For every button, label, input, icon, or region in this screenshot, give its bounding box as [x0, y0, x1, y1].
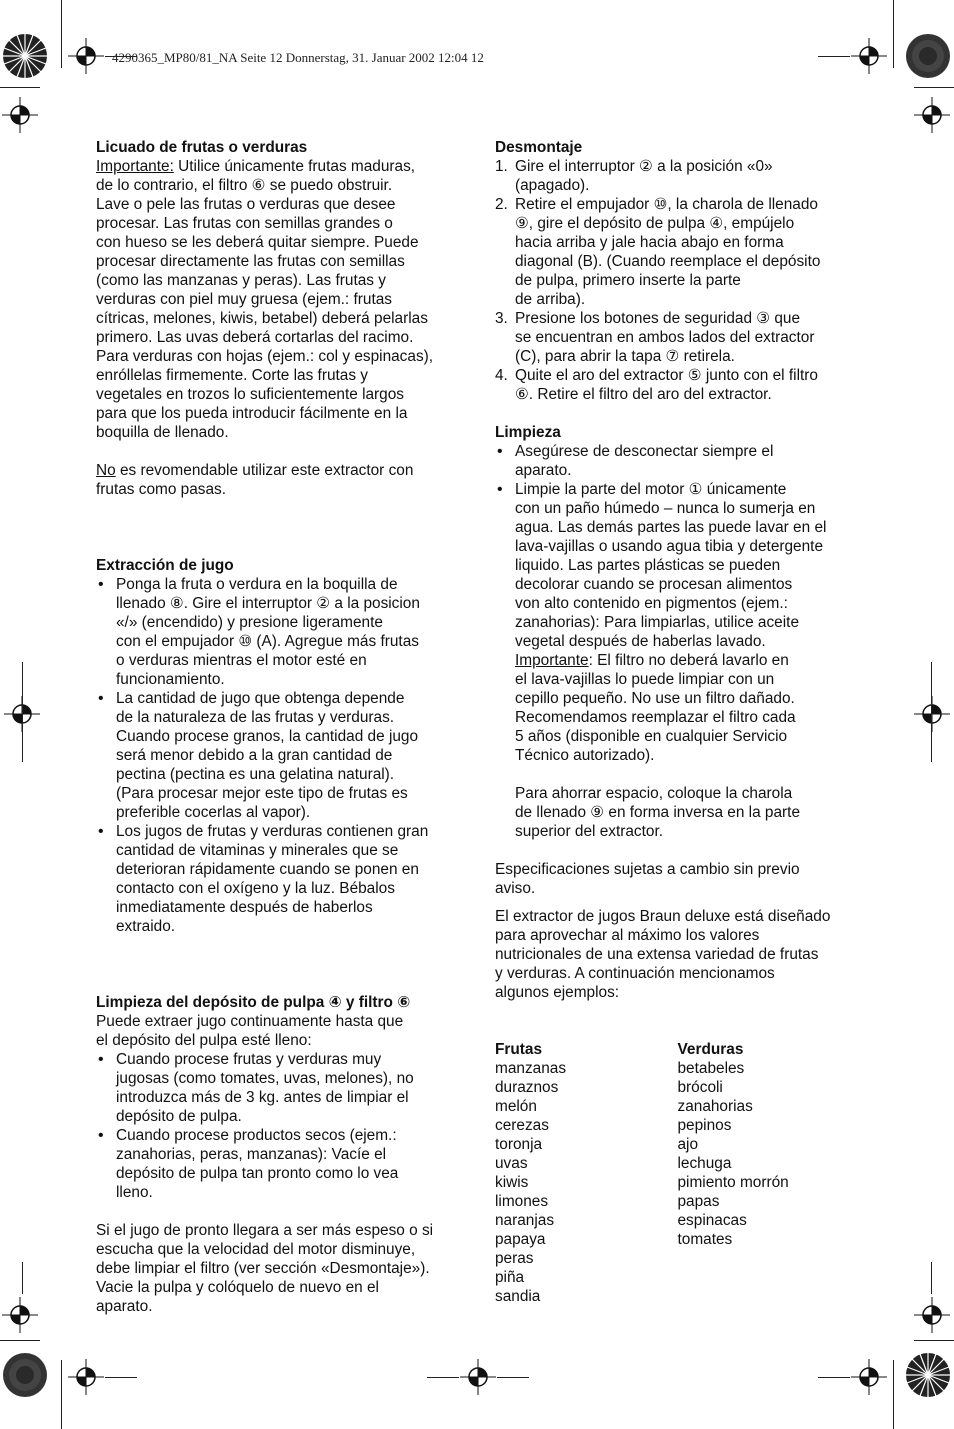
list-item: sandia [495, 1288, 541, 1305]
produce-lists [495, 1040, 860, 1306]
trim-line-bottom-left-short [105, 1377, 137, 1378]
section-title-pulp-filter-cleaning: Limpieza del depósito de pulpa ④ y filtro ⑥ [96, 994, 411, 1011]
crosshair-mark-left-upper [2, 97, 38, 133]
list-item: papas [677, 1193, 720, 1210]
trim-line-bottom-center-right [497, 1377, 529, 1378]
print-slug-line: 4290365_MP80/81_NA Seite 12 Donnerstag, 31. Januar 2002 12:04 12 [112, 50, 484, 65]
trim-line-top-left-vertical [61, 0, 62, 68]
fruit-blending-body: Importante: Utilice únicamente frutas maduras, de lo contrario, el filtro ⑥ se puedo obstruir. Lave o pele las frutas o verduras que desee procesar. Las frutas con semillas grandes o con hueso se les deberá quitar siempre. Puede procesar directamente las frutas con semillas (como las manzanas y peras). Las frutas y verduras con piel muy gruesa (ejem.: frutas cítricas, melones, kiwis, betabel) deberá pelarlas primero. Las uvas deberá cortarlas del racimo. Para verduras con hojas (ejem.: col y espinacas), enróllelas firmemente. Corte las frutas y vegetales en trozos lo suficientemente largos para que los pueda introducir fácilmente en la boquilla de llenado. [96, 158, 434, 441]
vegetables-list [678, 1040, 861, 1306]
list-item: manzanas [495, 1060, 567, 1077]
list-item: ajo [677, 1136, 699, 1153]
crosshair-mark-bottom-left [68, 1359, 104, 1395]
list-item: • Limpie la parte del motor ① únicamente con un paño húmedo – nunca lo sumerja en agua. Las demás partes las puede lavar en el lava-vajillas o usando agua tibia y detergente liquido. Las partes plásticas se pueden decolorar cuando se procesan alimentos von alto contenido en pigmentos (ejem.: zanahorias): Para limpiarlas, utilice aceite vegetal después de haberlas lavado. Importante: El filtro no deberá lavarlo en el lava-vajillas lo puede limpiar con un cepillo pequeño. No use un filtro dañado. Recomendamos reemplazar el filtro cada 5 años (disponible en cualquier Servicio Técnico autorizado). Para ahorrar espacio, coloque la charola de llenado ⑨ en forma inversa en la parte superior del extractor. [495, 480, 860, 841]
registration-wheel-bottom-right [905, 1352, 951, 1398]
section-disassembly [495, 138, 860, 404]
list-item: lechuga [677, 1155, 732, 1172]
trim-line-left-middle-vertical [22, 662, 23, 762]
list-item: espinacas [677, 1212, 747, 1229]
left-column [96, 138, 461, 1316]
crosshair-mark-right-upper [914, 97, 950, 133]
crosshair-mark-top-left [68, 38, 104, 74]
list-item: zanahorias [677, 1098, 753, 1115]
pulp-intro: Puede extraer jugo continuamente hasta que el depósito del pulpa esté lleno: [96, 1013, 404, 1049]
trim-line-top-right-vertical [893, 0, 894, 68]
storage-tip: Para ahorrar espacio, coloque la charola de llenado ⑨ en forma inversa en la parte superior del extractor. [515, 785, 801, 840]
registration-wheel-top-left [2, 33, 48, 79]
list-item: pepinos [677, 1117, 732, 1134]
section-pulp-filter-cleaning [96, 993, 461, 1316]
product-intro: El extractor de jugos Braun deluxe está diseñado para aprovechar al máximo los valores nutricionales de una extensa variedad de frutas y verduras. A continuación mencionamos algunos ejemplos: [495, 908, 831, 1001]
trim-line-top-right-short [818, 56, 850, 57]
registration-wheel-bottom-left [2, 1352, 48, 1398]
juice-extraction-list [96, 575, 461, 936]
crosshair-mark-right-lower [914, 1297, 950, 1333]
trim-line-bottom-center-left [427, 1377, 459, 1378]
section-title-fruit-blending: Licuado de frutas o verduras [96, 139, 308, 156]
list-item: tomates [677, 1231, 733, 1248]
pulp-cleaning-list [96, 1050, 461, 1202]
list-item: melón [495, 1098, 537, 1115]
trim-line-right-lower-vertical [931, 1262, 932, 1294]
crosshair-mark-right-middle [914, 696, 950, 732]
list-item: brócoli [677, 1079, 723, 1096]
crosshair-mark-bottom-center [460, 1359, 496, 1395]
trim-line-bottom-right-vertical [893, 1360, 894, 1429]
list-item: 3. Presione los botones de seguridad ③ que se encuentran en ambos lados del extractor (C), para abrir la tapa ⑦ retirela. [495, 310, 815, 365]
list-item: 1. Gire el interruptor ② a la posición «0» (apagado). [495, 158, 773, 194]
section-fruit-blending [96, 138, 461, 499]
section-title-juice-extraction: Extracción de jugo [96, 557, 234, 574]
list-item: • Asegúrese de desconectar siempre el aparato. [495, 442, 860, 480]
filter-cleaning-note: Si el jugo de pronto llegara a ser más espeso o si escucha que la velocidad del motor disminuye, debe limpiar el filtro (ver sección «Desmontaje»). Vacie la pulpa y colóquelo de nuevo en el aparato. [96, 1222, 434, 1315]
crosshair-mark-top-right [851, 38, 887, 74]
no-label: No [96, 462, 116, 479]
list-item: uvas [495, 1155, 528, 1172]
trim-line-bottom-right-short [818, 1377, 850, 1378]
trim-line-left-lower-vertical [22, 1262, 23, 1294]
trim-line-bottom-left-vertical [61, 1360, 62, 1429]
trim-line-top-left-horizontal [0, 87, 40, 88]
list-item: 2. Retire el empujador ⑩, la charola de llenado ⑨, gire el depósito de pulpa ④, empújelo hacia arriba y jale hacia abajo en forma diagonal (B). (Cuando reemplace el depósito de pulpa, primero inserte la parte de arriba). [495, 196, 821, 308]
trim-line-bottom-left-horizontal [0, 1340, 40, 1341]
crosshair-mark-left-lower [2, 1297, 38, 1333]
list-item: • Ponga la fruta o verdura en la boquilla de llenado ⑧. Gire el interruptor ② a la posicion «/» (encendido) y presione ligeramente con el empujador ⑩ (A). Agregue más frutas o verduras mientras el motor esté en funcionamiento. [96, 575, 461, 689]
list-item: cerezas [495, 1117, 549, 1134]
list-item: betabeles [677, 1060, 745, 1077]
trim-line-right-middle-vertical [931, 662, 932, 762]
list-item: • Cuando procese productos secos (ejem.: zanahorias, peras, manzanas): Vacíe el depósito de pulpa tan pronto como lo vea lleno. [96, 1126, 461, 1202]
section-title-disassembly: Desmontaje [495, 139, 583, 156]
list-item: papaya [495, 1231, 546, 1248]
important-label: Importante: [96, 158, 174, 175]
list-item: • Los jugos de frutas y verduras contienen gran cantidad de vitaminas y minerales que se deterioran rápidamente cuando se ponen en contacto con el oxígeno y la luz. Bébalos inmediatamente después de haberlos extraido. [96, 822, 461, 936]
list-item: naranjas [495, 1212, 555, 1229]
not-recommended-note: No es revomendable utilizar este extractor con frutas como pasas. [96, 462, 414, 498]
list-item: toronja [495, 1136, 543, 1153]
list-item: piña [495, 1269, 525, 1286]
trim-line-bottom-right-horizontal [914, 1340, 954, 1341]
list-item: limones [495, 1193, 549, 1210]
cleaning-list [495, 442, 860, 841]
list-item: • Cuando procese frutas y verduras muy jugosas (como tomates, uvas, melones), no introduzca más de 3 kg. antes de limpiar el depósito de pulpa. [96, 1050, 461, 1126]
fruits-title: Frutas [495, 1041, 543, 1058]
crosshair-mark-bottom-right [851, 1359, 887, 1395]
section-title-cleaning: Limpieza [495, 424, 561, 441]
list-item: 4. Quite el aro del extractor ⑤ junto con el filtro ⑥. Retire el filtro del aro del extractor. [495, 367, 818, 403]
vegetables-title: Verduras [677, 1041, 744, 1058]
important-label: Importante [515, 652, 589, 669]
disassembly-steps [495, 157, 860, 404]
list-item: duraznos [495, 1079, 559, 1096]
list-item: • La cantidad de jugo que obtenga depende de la naturaleza de las frutas y verduras. Cuando procese granos, la cantidad de jugo será menor debido a la gran cantidad de pectina (pectina es una gelatina natural). (Para procesar mejor este tipo de frutas es preferible cocerlas al vapor). [96, 689, 461, 822]
fruits-list [495, 1040, 678, 1306]
section-juice-extraction [96, 556, 461, 936]
trim-line-top-right-horizontal [914, 87, 954, 88]
section-cleaning [495, 423, 860, 841]
list-item: kiwis [495, 1174, 529, 1191]
list-item: peras [495, 1250, 534, 1267]
registration-wheel-top-right [905, 33, 951, 79]
specifications-note: Especificaciones sujetas a cambio sin previo aviso. [495, 861, 800, 897]
list-item: pimiento morrón [677, 1174, 789, 1191]
right-column [495, 138, 860, 1306]
